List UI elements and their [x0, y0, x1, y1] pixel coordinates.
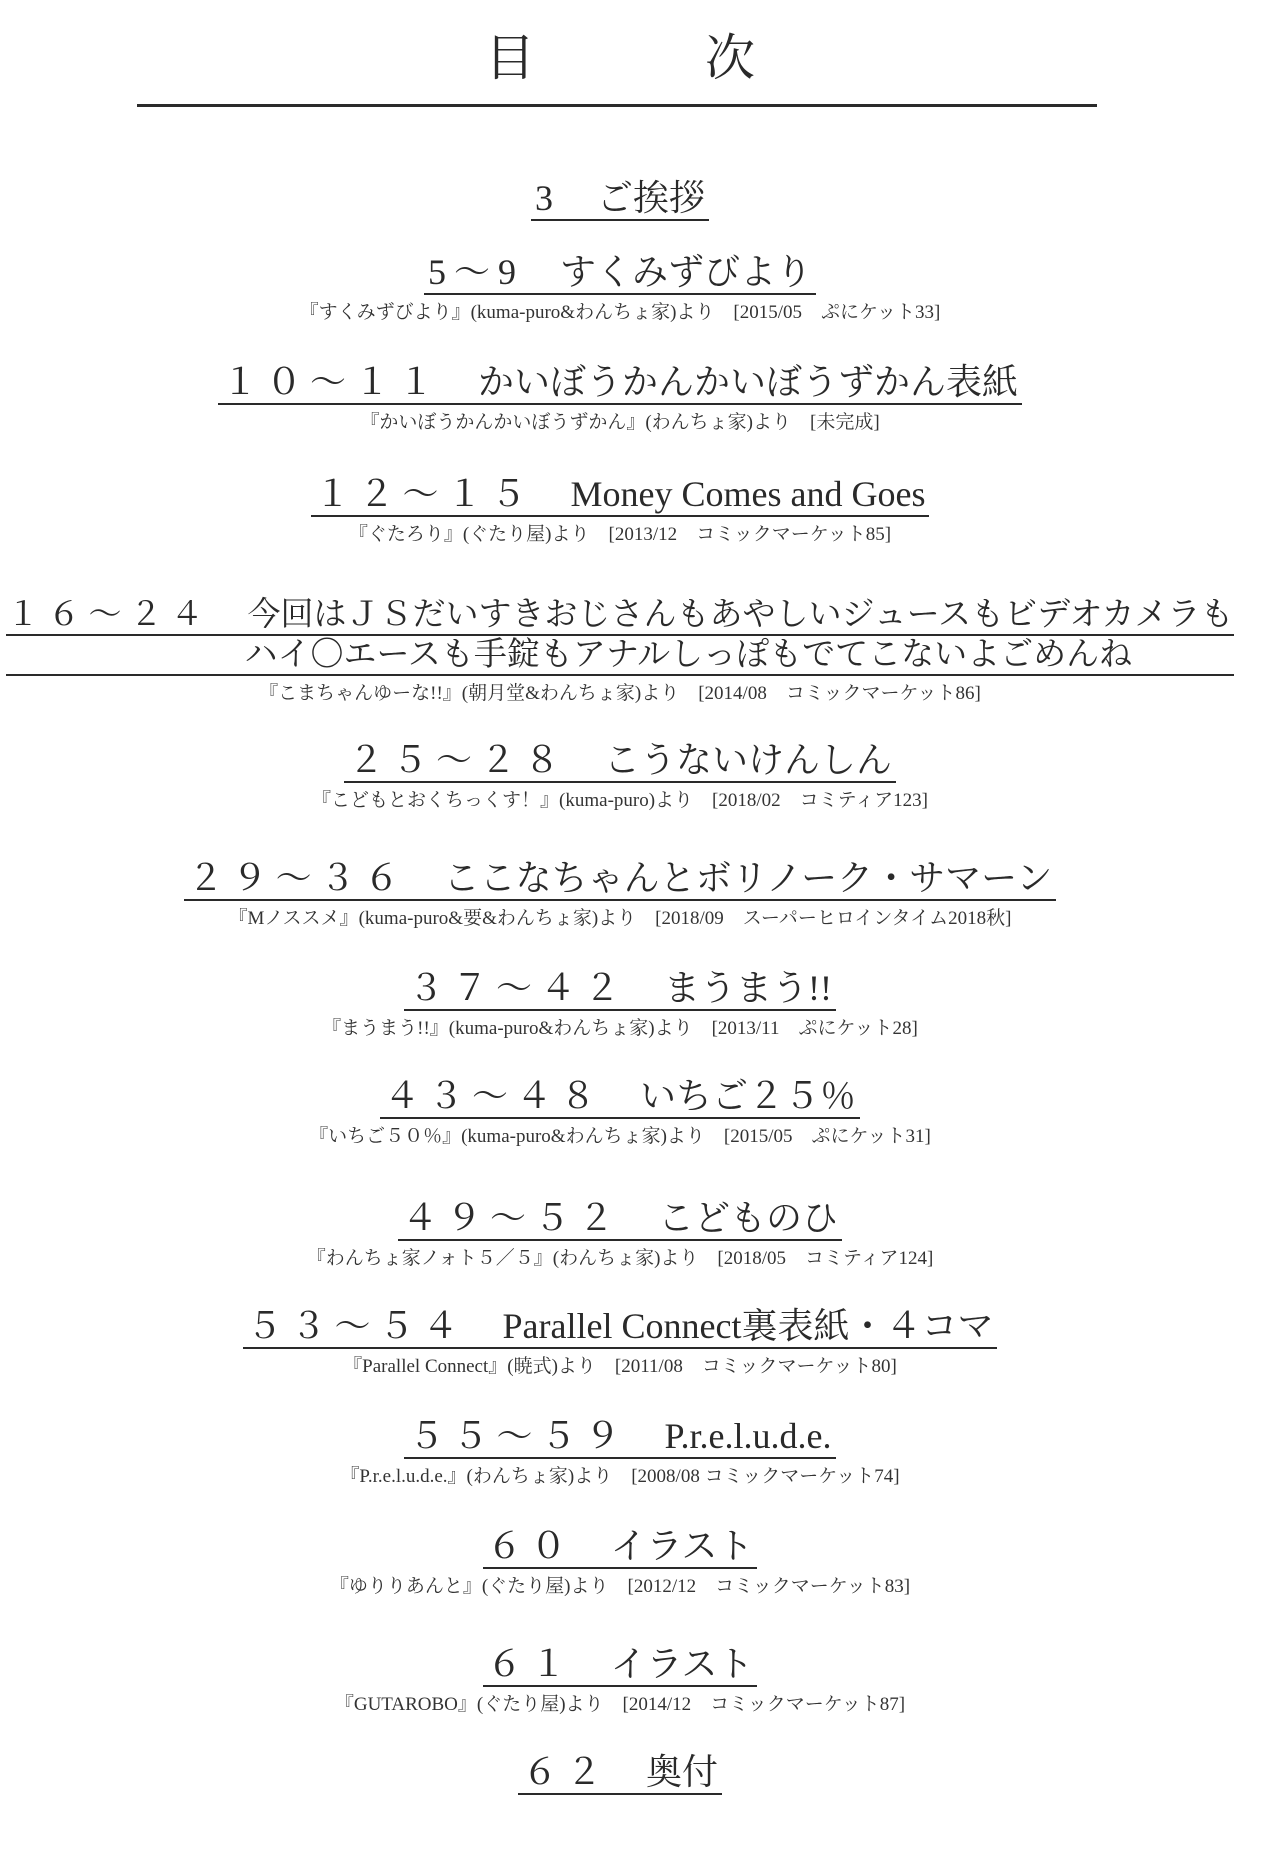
toc-heading	[218, 362, 1022, 405]
toc-entry	[0, 362, 1240, 434]
toc-heading	[404, 1416, 835, 1459]
page-range: ４３〜４８	[383, 1076, 604, 1116]
entry-title: P.r.e.l.u.d.e.	[664, 1416, 832, 1456]
page-range: ２９〜３６	[187, 858, 408, 898]
entry-title: 今回はＪＳだいすきおじさんもあやしいジュースもビデオカメラも	[247, 597, 1234, 633]
toc-heading	[184, 858, 1057, 901]
heading-line-1	[6, 596, 1233, 636]
entry-source: 『ゆりりあんと』(ぐたり屋)より [2012/12 コミックマーケット83]	[329, 1576, 911, 1597]
page-range: １２〜１５	[314, 474, 535, 514]
entry-title: Parallel Connect裏表紙・４コマ	[502, 1306, 994, 1346]
entry-title: すくみずびより	[560, 252, 813, 292]
toc-entry	[0, 1198, 1240, 1270]
page-range: 5〜9	[427, 252, 524, 292]
toc-heading	[243, 1306, 998, 1349]
page-range: ２５〜２８	[347, 740, 568, 780]
toc-heading	[518, 1752, 722, 1795]
entry-source: 『Mノススメ』(kuma-puro&要&わんちょ家)より [2018/09 スーパーヒロインタイム2018秋]	[228, 908, 1012, 929]
toc-heading	[380, 1076, 860, 1119]
toc-heading	[424, 252, 816, 295]
entry-title: イラスト	[610, 1526, 754, 1566]
toc-entry	[0, 474, 1240, 546]
page-range: １６〜２４	[6, 597, 212, 633]
entry-title: ここなちゃんとボリノーク・サマーン	[443, 858, 1053, 898]
entry-title: こどものひ	[658, 1198, 839, 1238]
entry-source: 『まうまう!!』(kuma-puro&わんちょ家)より [2013/11 ぷにケット28]	[322, 1018, 918, 1039]
toc-entry	[0, 1416, 1240, 1488]
toc-entry-greeting	[0, 178, 1240, 221]
entry-source: 『Parallel Connect』(暁式)より [2011/08 コミックマーケット80]	[343, 1356, 897, 1377]
toc-heading	[404, 968, 836, 1011]
entry-title: ご挨拶	[596, 178, 705, 218]
entry-title: まうまう!!	[664, 968, 832, 1008]
toc-entry	[0, 1306, 1240, 1378]
entry-source: 『わんちょ家ノォト５／５』(わんちょ家)より [2018/05 コミティア124]	[306, 1248, 934, 1269]
toc-heading	[483, 1526, 758, 1569]
entry-source: 『かいぼうかんかいぼうずかん』(わんちょ家)より [未完成]	[360, 412, 880, 433]
toc-entry	[0, 968, 1240, 1040]
toc-entry	[0, 252, 1240, 324]
page-title: 目 次	[485, 30, 815, 86]
entry-source: 『P.r.e.l.u.d.e.』(わんちょ家)より [2008/08 コミックマーケット74]	[340, 1466, 900, 1487]
toc-entry	[0, 858, 1240, 930]
toc-entry	[0, 1076, 1240, 1148]
page-range: ５３〜５４	[246, 1306, 467, 1346]
page-range: ５５〜５９	[408, 1416, 629, 1456]
toc-entry	[0, 1644, 1240, 1716]
page-range: ６１	[486, 1644, 575, 1684]
toc-heading	[483, 1644, 758, 1687]
entry-title: かいぼうかんかいぼうずかん表紙	[478, 362, 1019, 402]
page-range: ６０	[486, 1526, 575, 1566]
entry-title: 奥付	[646, 1752, 719, 1792]
page-range: ４９〜５２	[401, 1198, 622, 1238]
entry-source: 『ぐたろり』(ぐたり屋)より [2013/12 コミックマーケット85]	[348, 524, 892, 545]
entry-title: イラスト	[610, 1644, 754, 1684]
toc-entry	[0, 740, 1240, 812]
page-range: 3	[534, 178, 561, 218]
toc-entry-colophon	[0, 1752, 1240, 1795]
toc-heading	[344, 740, 896, 783]
toc-heading	[6, 596, 1233, 676]
entry-title: こうないけんしん	[604, 740, 893, 780]
page-range: ３７〜４２	[408, 968, 629, 1008]
toc-heading	[398, 1198, 842, 1241]
entry-source: 『いちご５０％』(kuma-puro&わんちょ家)より [2015/05 ぷにケット31]	[309, 1126, 931, 1147]
toc-heading	[531, 178, 709, 221]
toc-heading	[311, 474, 930, 517]
entry-source: 『こどもとおくちっくす！』(kuma-puro)より [2018/02 コミティア123]	[312, 790, 928, 811]
toc-entry-long	[0, 596, 1240, 705]
title-divider	[137, 104, 1097, 107]
page-range: ６２	[521, 1752, 610, 1792]
page-range: １０〜１１	[221, 362, 442, 402]
entry-source: 『GUTAROBO』(ぐたり屋)より [2014/12 コミックマーケット87]	[334, 1694, 906, 1715]
entry-title: Money Comes and Goes	[570, 474, 926, 514]
entry-source: 『こまちゃんゆーな!!』(朝月堂&わんちょ家)より [2014/08 コミックマーケット86]	[259, 683, 981, 704]
entry-source: 『すくみずびより』(kuma-puro&わんちょ家)より [2015/05 ぷにケット33]	[299, 302, 941, 323]
heading-line-2: ハイ〇エースも手錠もアナルしっぽもでてこないよごめんね	[6, 636, 1233, 676]
toc-entry	[0, 1526, 1240, 1598]
entry-title: いちご２５％	[640, 1076, 857, 1116]
